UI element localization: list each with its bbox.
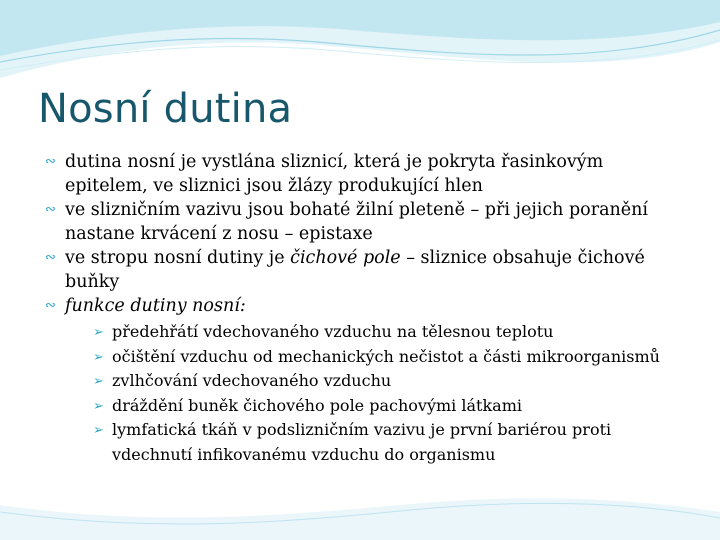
sub-bullet-text: lymfatická tkáň v podslizničním vazivu je první bariérou proti vdechnutí infikovanému vzduchu do organismu — [112, 420, 612, 464]
bullet-text-before: ve stropu nosní dutiny je — [65, 248, 291, 268]
arrow-bullet-icon: ➢ — [93, 423, 104, 438]
bullet-text: dutina nosní je vystlána sliznicí, která je pokryta řasinkovým epitelem, ve sliznici jsou žlázy produkující hlen — [65, 152, 604, 196]
bullet-text-after: – sliznice obsahuje čichové buňky — [65, 248, 645, 292]
ornamental-wave-bullet-icon: ∾ — [45, 154, 56, 169]
ornamental-wave-bullet-icon: ∾ — [45, 250, 56, 265]
sub-bullet-item — [18, 345, 678, 370]
sub-bullet-item — [18, 394, 678, 419]
sub-bullet-text: očištění vzduchu od mechanických nečistot a části mikroorganismů — [112, 346, 660, 366]
ornamental-wave-bullet-icon: ∾ — [45, 202, 56, 217]
bullet-emphasis: funkce dutiny nosní: — [65, 296, 246, 316]
sub-bullet-list — [18, 320, 678, 466]
sub-bullet-text: předehřátí vdechovaného vzduchu na tělesnou teplotu — [112, 322, 554, 341]
bullet-emphasis: čichové pole — [290, 248, 401, 268]
arrow-bullet-icon: ➢ — [93, 398, 104, 414]
bullet-item — [18, 198, 678, 246]
bullet-item — [18, 150, 678, 198]
ornamental-wave-bullet-icon: ∾ — [45, 298, 56, 313]
sub-bullet-text: dráždění buněk čichového pole pachovými látkami — [112, 395, 522, 415]
bullet-item — [18, 246, 678, 294]
slide-content — [18, 150, 678, 466]
sub-bullet-text: zvlhčování vdechovaného vzduchu — [112, 371, 392, 390]
arrow-bullet-icon: ➢ — [93, 374, 104, 389]
sub-bullet-item — [18, 418, 678, 466]
sub-bullet-item — [18, 320, 678, 345]
page-title: Nosní dutina — [38, 86, 293, 132]
sub-bullet-item — [18, 369, 678, 394]
bullet-text: ve slizničním vazivu jsou bohaté žilní pleteně – při jejich poranění nastane krvácení z nosu – epistaxe — [65, 200, 649, 244]
bullet-item — [18, 294, 678, 318]
arrow-bullet-icon: ➢ — [93, 349, 104, 365]
arrow-bullet-icon: ➢ — [93, 325, 104, 340]
